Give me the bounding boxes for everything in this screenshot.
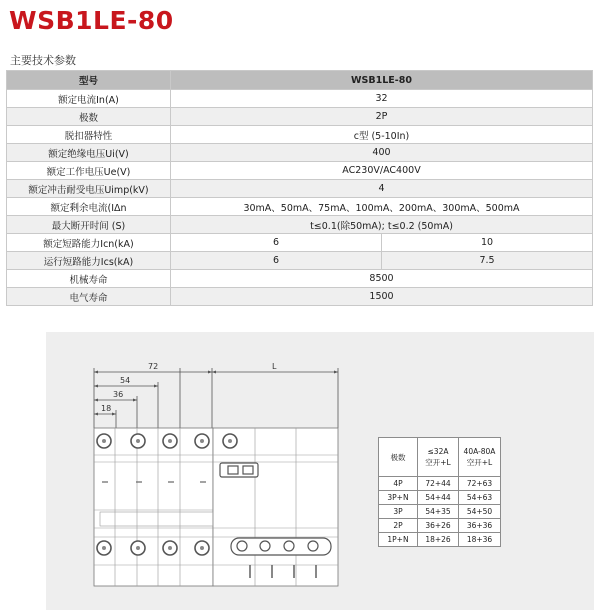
page-title: WSB1LE-80 [9, 6, 174, 35]
dim-cell: 54+44 [418, 491, 459, 505]
dim-cell: 3P+N [379, 491, 418, 505]
spec-value: 400 [171, 144, 593, 162]
spec-value: 1500 [171, 288, 593, 306]
dim-row [379, 519, 501, 533]
dim-cell: 3P [379, 505, 418, 519]
dim-cell: 18+26 [418, 533, 459, 547]
dim-label-18: 18 [101, 404, 112, 413]
spec-header-value: WSB1LE-80 [171, 71, 593, 90]
spec-value: 30mA、50mA、75mA、100mA、200mA、300mA、500mA [171, 198, 593, 216]
spec-value: t≤0.1(除50mA); t≤0.2 (50mA) [171, 216, 593, 234]
spec-value: 10 [382, 234, 593, 252]
dim-header-32a [418, 438, 459, 477]
spec-value: 7.5 [382, 252, 593, 270]
dim-header-80a [459, 438, 501, 477]
dim-cell: 54+35 [418, 505, 459, 519]
dim-row [379, 491, 501, 505]
dim-cell: 36+26 [418, 519, 459, 533]
dim-cell: 2P [379, 519, 418, 533]
dim-cell: 4P [379, 477, 418, 491]
spec-label: 额定剩余电流(IΔn [7, 198, 171, 216]
spec-label: 额定冲击耐受电压Uimp(kV) [7, 180, 171, 198]
dim-row [379, 505, 501, 519]
spec-value: AC230V/AC400V [171, 162, 593, 180]
dim-cell: 72+44 [418, 477, 459, 491]
dim-header-32a-sub: 空开+L [425, 458, 451, 467]
dim-label-36: 36 [113, 390, 124, 399]
dim-label-l: L [272, 362, 277, 371]
dim-cell: 18+36 [459, 533, 501, 547]
spec-label: 最大断开时间 (S) [7, 216, 171, 234]
dim-cell: 54+63 [459, 491, 501, 505]
spec-label: 极数 [7, 108, 171, 126]
spec-value: 8500 [171, 270, 593, 288]
spec-label: 额定工作电压Ue(V) [7, 162, 171, 180]
spec-label: 额定电流In(A) [7, 90, 171, 108]
spec-label: 脱扣器特性 [7, 126, 171, 144]
dim-cell: 72+63 [459, 477, 501, 491]
spec-header-label: 型号 [7, 71, 171, 90]
spec-value: 4 [171, 180, 593, 198]
dim-header-80a-range: 40A-80A [463, 447, 496, 456]
spec-label: 机械寿命 [7, 270, 171, 288]
spec-value: 6 [171, 234, 382, 252]
dim-header-row [379, 438, 501, 477]
dim-cell: 1P+N [379, 533, 418, 547]
dim-cell: 54+50 [459, 505, 501, 519]
dim-header-32a-range: ≤32A [427, 447, 449, 456]
dim-row [379, 477, 501, 491]
dim-header-80a-sub: 空开+L [466, 458, 493, 467]
dim-label-72: 72 [148, 362, 159, 371]
section-subtitle: 主要技术参数 [10, 54, 76, 67]
dim-label-54: 54 [120, 376, 131, 385]
spec-label: 电气寿命 [7, 288, 171, 306]
spec-value: 32 [171, 90, 593, 108]
dim-header-poles: 极数 [379, 438, 418, 477]
spec-value: 6 [171, 252, 382, 270]
spec-label: 额定短路能力Icn(kA) [7, 234, 171, 252]
dimension-table [378, 437, 501, 547]
spec-value: c型 (5-10In) [171, 126, 593, 144]
spec-label: 运行短路能力Ics(kA) [7, 252, 171, 270]
dim-row [379, 533, 501, 547]
spec-label: 额定绝缘电压Ui(V) [7, 144, 171, 162]
dim-cell: 36+36 [459, 519, 501, 533]
spec-value: 2P [171, 108, 593, 126]
